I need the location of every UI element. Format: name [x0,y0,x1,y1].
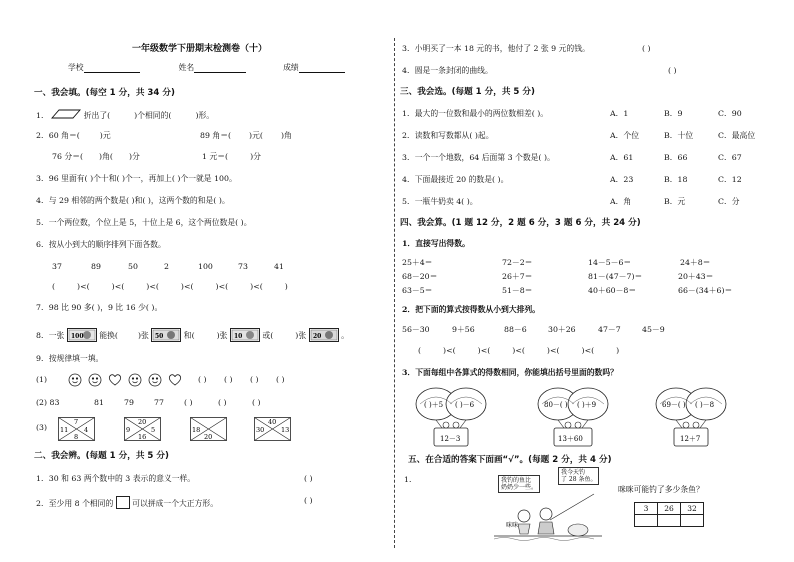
smiley-icon [69,374,81,386]
s3-q1-option-a[interactable]: A．1 [610,109,629,118]
q2-expr: 56－30 [402,325,430,334]
s3-q5: 5．一瓶牛奶卖 4( )。 [402,197,478,206]
svg-text:18: 18 [192,426,201,434]
svg-text:100: 100 [70,333,84,340]
s3-q4-option-b[interactable]: B．18 [664,175,688,184]
q9-row2-item: 77 [154,398,164,407]
column-divider [394,38,395,548]
s3-q3-option-c[interactable]: C．67 [718,153,742,162]
q6-number: 2 [164,262,169,271]
svg-text:12＋7: 12＋7 [680,435,701,443]
q9-row1-blank[interactable]: ( ) [224,375,233,384]
svg-text:5: 5 [151,426,156,434]
q2-expr: 45－9 [642,325,665,334]
s2-q3: 3．小明买了一本 18 元的书，他付了 2 张 9 元的钱。 [402,44,590,53]
smiley-icon [129,374,141,386]
envelope-icon [125,418,161,442]
svg-text:10: 10 [233,333,243,340]
school-label: 学校 [68,63,84,72]
s2-q1-answer[interactable]: ( ) [304,474,313,483]
s3-q5-option-b[interactable]: B．元 [664,197,686,206]
calc-item[interactable]: 68－20＝ [402,272,438,281]
svg-text:( )－8: ( )－8 [695,401,715,409]
q6-number: 89 [91,262,101,271]
q9-row3-label: (3) [36,423,48,432]
q9-row2-blank[interactable]: ( ) [184,398,193,407]
s1-q1: 1． 折出了( )个相同的( )形。 [36,111,215,120]
s3-q2-option-a[interactable]: A．个位 [610,131,640,140]
svg-text:9: 9 [126,426,131,434]
q6-number: 37 [52,262,62,271]
check-cell[interactable] [635,515,658,527]
fish-options-table [634,502,704,527]
s3-q4-option-c[interactable]: C．12 [718,175,742,184]
balloon-group-2 [538,388,608,446]
calc-item[interactable]: 72－2＝ [502,258,533,267]
svg-text:20: 20 [204,433,213,441]
fish-question: 咪咪可能钓了多少条鱼？ [618,485,704,494]
school-field[interactable] [84,64,140,73]
calc-item[interactable]: 66－(34＋6)＝ [678,286,733,295]
banknote-10-icon [230,328,260,345]
svg-text:4: 4 [84,426,89,434]
s2-q2-answer[interactable]: ( ) [304,496,313,505]
calc-item[interactable]: 25＋4＝ [402,258,433,267]
svg-text:12－3: 12－3 [440,435,461,443]
section-5-heading: 五、在合适的答案下面画“√”。(每题 2 分，共 4 分) [408,455,612,465]
svg-text:7: 7 [74,418,79,426]
svg-text:20: 20 [312,333,321,340]
s1-q2a-left: 2．60 角＝( )元 [36,131,111,140]
q2-expr: 30＋26 [548,325,576,334]
q6-number: 50 [128,262,138,271]
s2-q2: 2．至少用 8 个相同的 可以拼成一个大正方形。 [36,496,218,509]
check-cell[interactable] [658,515,681,527]
banknote-100-icon [67,328,97,345]
s5-q1: 1． [404,475,417,484]
s2-q4-answer[interactable]: ( ) [668,66,677,75]
svg-text:13＋60: 13＋60 [558,435,583,443]
fishing-illustration [494,486,602,542]
speech-bubble-child: 我钓的鱼比 奶奶少一些。 [498,475,540,493]
q9-row2-item: 81 [94,398,104,407]
q6-number: 41 [274,262,284,271]
s3-q4-option-a[interactable]: A．23 [610,175,634,184]
score-label: 成绩 [283,63,299,72]
s3-q4: 4．下面最接近 20 的数是( )。 [402,175,509,184]
calc-item[interactable]: 26＋7＝ [502,272,533,281]
calc-item[interactable]: 14－5－6＝ [588,258,632,267]
envelope-icon [191,418,227,442]
speech-bubble-grandma: 我今天钓 了 28 条鱼。 [558,467,599,485]
q6-answer-blanks[interactable]: ( )<( )<( )<( )<( )<( )<( ) [52,282,288,291]
s2-q1: 1．30 和 63 两个数中的 3 表示的意义一样。 [36,474,196,483]
s3-q3-option-a[interactable]: A．61 [610,153,634,162]
q2-expr: 9＋56 [452,325,475,334]
calc-item[interactable]: 40＋60－8＝ [588,286,637,295]
section-2-heading: 二、我会辨。(每题 1 分，共 5 分) [34,451,169,461]
section-4-heading: 四、我会算。(1 题 12 分，2 题 6 分，3 题 6 分，共 24 分) [400,218,641,228]
child-figure-icon [518,510,530,534]
q9-row1-pattern [68,373,188,387]
section-3-heading: 三、我会选。(每题 1 分，共 5 分) [400,87,535,97]
envelope-icon [255,418,291,441]
svg-text:13: 13 [281,426,290,434]
svg-text:20: 20 [138,418,147,426]
s2-q4: 4．圆是一条封闭的曲线。 [402,66,493,75]
s3-q5-option-a[interactable]: A．角 [610,197,632,206]
q6-number: 100 [198,262,213,271]
table-row [635,503,704,515]
s1-q4: 4．与 29 相邻的两个数是( )和( )，这两个数的和是( )。 [36,196,230,205]
s1-q3: 3．96 里面有( )个十和( )个一，再加上( )个一就是 100。 [36,174,237,183]
heart-icon [109,375,120,385]
calc-item[interactable]: 24＋8＝ [680,258,711,267]
svg-text:11: 11 [60,426,69,434]
s3-q1-option-c[interactable]: C．90 [718,109,742,118]
banknote-20-icon [309,328,339,345]
q9-row2-item: 79 [124,398,134,407]
check-cell[interactable] [681,515,704,527]
q6-number: 73 [238,262,248,271]
q2-expr: 47－7 [598,325,621,334]
svg-text:16: 16 [138,433,147,441]
kid-name-label: 咪咪 [506,522,519,529]
header-row [68,63,345,73]
s4-q3: 3．下面每组中各算式的得数相同，你能填出括号里面的数吗？ [402,368,618,377]
q9-row2-item: (2) 83 [36,398,60,407]
s1-q9: 9．按规律填一填。 [36,354,104,363]
s1-q2b-right: 1 元＝( )分 [202,152,261,161]
envelope-icon [59,418,95,442]
q9-row1-blank[interactable]: ( ) [250,375,259,384]
svg-text:69－( ): 69－( ) [662,401,686,409]
q9-row1-label: (1) [36,375,48,384]
q9-row2-blank[interactable]: ( ) [252,398,261,407]
s1-q8: 8．一张 100 能换( )张 50 和( )张 10 或( )张 20 。 [36,328,349,345]
s4-q2: 2．把下面的算式按得数从小到大排列。 [402,305,540,314]
s1-q5: 5．一个两位数，个位上是 5，十位上是 6，这个两位数是( )。 [36,218,252,227]
q9-row1-blank[interactable]: ( ) [198,375,207,384]
svg-text:8: 8 [74,433,79,441]
name-label: 姓名 [178,63,195,72]
name-field[interactable] [194,64,246,73]
square-icon [116,496,130,509]
s3-q2-option-c[interactable]: C．最高位 [718,131,756,140]
table-row [635,515,704,527]
fishing-rod-icon [550,494,594,520]
smiley-icon [149,374,161,386]
s3-q3-option-b[interactable]: B．66 [664,153,688,162]
s1-q2a-right: 89 角＝( )元( )角 [200,131,292,140]
q9-row1-blank[interactable]: ( ) [276,375,285,384]
s3-q5-option-c[interactable]: C．分 [718,197,740,206]
svg-text:( )－6: ( )－6 [455,401,475,409]
svg-text:( )＋5: ( )＋5 [424,401,444,409]
banknote-50-icon [151,328,181,345]
exam-title: 一年级数学下册期末检测卷（十） [132,44,268,54]
option-cell: 32 [681,503,704,515]
option-cell: 3 [635,503,658,515]
balloon-groups [408,384,758,450]
svg-text:50: 50 [155,333,164,340]
calc-item[interactable]: 63－5＝ [402,286,433,295]
balloon-group-1 [416,388,486,446]
q2-expr: 88－6 [504,325,527,334]
s4-q1: 1．直接写出得数。 [402,239,470,248]
section-1-heading: 一、我会填。(每空 1 分，共 34 分) [34,88,175,98]
grandma-figure-icon [538,508,554,534]
parallelogram-icon [51,109,81,119]
option-cell: 26 [658,503,681,515]
s1-q2b-left: 76 分＝( )角( )分 [52,152,140,161]
q2-answer-blanks[interactable]: ( )<( )<( )<( )<( )<( ) [418,346,620,355]
s3-q3: 3．一个一个地数，64 后面第 3 个数是( )。 [402,153,555,162]
heart-icon [169,375,180,385]
s2-q3-answer[interactable]: ( ) [642,44,651,53]
calc-item[interactable]: 20＋43＝ [678,272,714,281]
s1-q6: 6．按从小到大的顺序排列下面各数。 [36,240,166,249]
svg-text:( )＋9: ( )＋9 [577,401,597,409]
bucket-icon [568,524,588,536]
q9-row2-blank[interactable]: ( ) [218,398,227,407]
score-field[interactable] [299,64,345,73]
s1-q7: 7．98 比 90 多( )，9 比 16 少( )。 [36,303,163,312]
s3-q2: 2．读数和写数都从( )起。 [402,131,494,140]
q9-envelopes [58,416,298,442]
svg-text:30: 30 [256,426,265,434]
s3-q1: 1．最大的一位数和最小的两位数相差( )。 [402,109,549,118]
calc-item[interactable]: 51－8＝ [502,286,533,295]
s3-q1-option-b[interactable]: B．9 [664,109,683,118]
s3-q2-option-b[interactable]: B．十位 [664,131,694,140]
svg-text:80－( ): 80－( ) [544,401,568,409]
balloon-group-3 [656,388,726,446]
svg-text:40: 40 [268,418,277,426]
calc-item[interactable]: 81－(47－7)＝ [588,272,643,281]
smiley-icon [89,374,101,386]
